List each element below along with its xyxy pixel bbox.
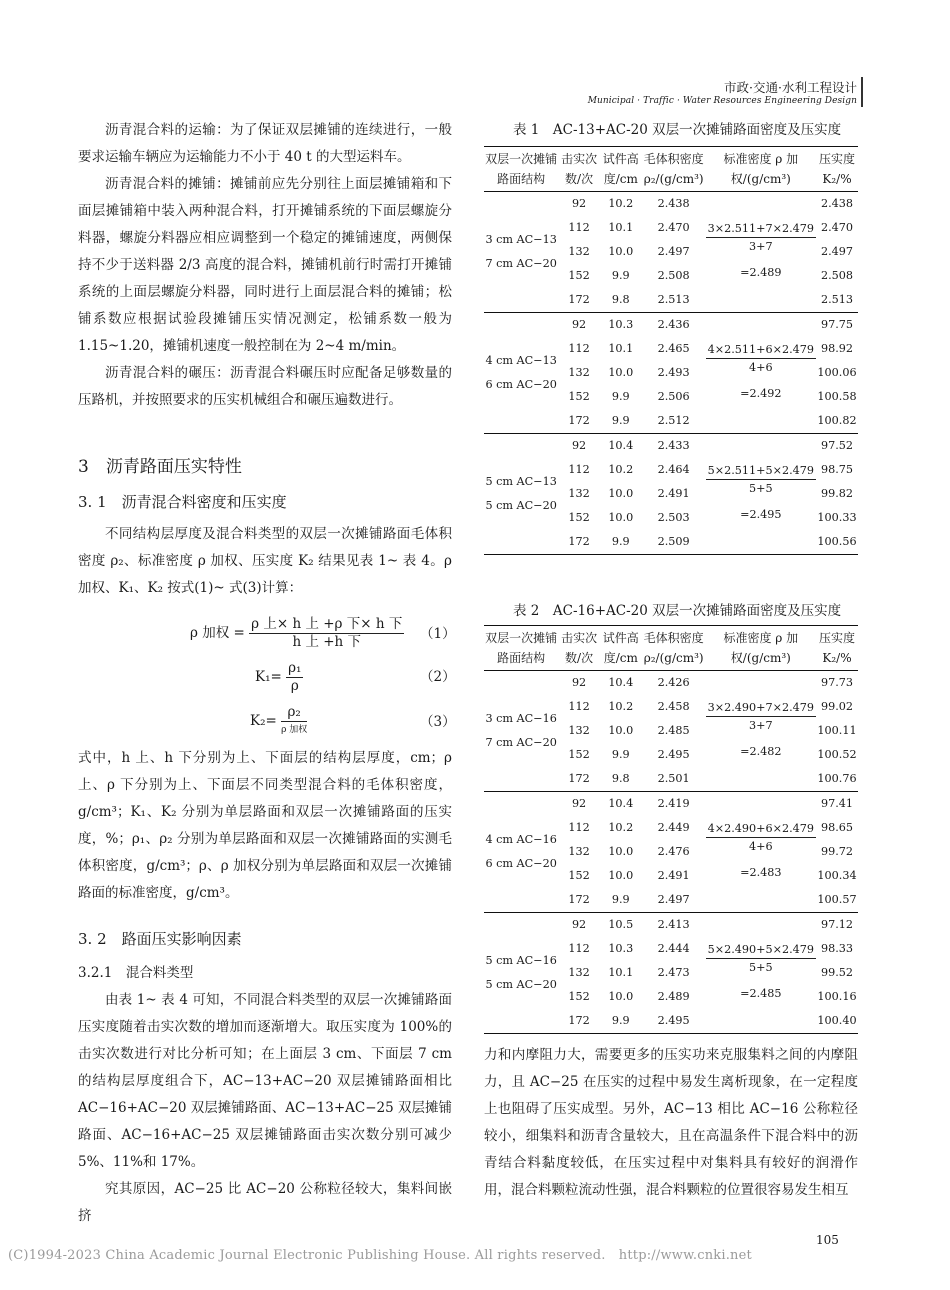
structure-upper: 5 cm AC−16 xyxy=(485,954,557,967)
compaction-cell: 2.497 xyxy=(820,245,854,258)
equation-3-number: （3） xyxy=(420,714,456,730)
blows-cell: 132 xyxy=(568,366,590,379)
table-group xyxy=(484,434,858,555)
equation-2 xyxy=(255,660,303,695)
table-2-grid xyxy=(484,625,858,1034)
table-2-header-blows: 击实次数/次 xyxy=(561,631,598,665)
page-number: 105 xyxy=(816,1233,839,1247)
compaction-cell: 100.58 xyxy=(817,390,857,403)
equation-1-lhs: ρ 加权 = xyxy=(190,625,245,641)
blows-cell: 132 xyxy=(568,845,590,858)
structure-upper: 5 cm AC−13 xyxy=(485,475,557,488)
paragraph-variable-definitions: 式中，h 上、h 下分别为上、下面层的结构层厚度，cm；ρ 上、ρ 下分别为上、下面层不同类型混合料的毛体积密度，g/cm³；K₁、K₂ 分别为单层路面和双层一次摊铺路面的压实度，%；ρ₁、ρ₂ 分别为单层路面和双层一次摊铺路面的实测毛体积密度，g/cm³；ρ、ρ 加权分别为单层路面和双层一次摊铺路面的标准密度，g/cm³。 xyxy=(78,750,452,901)
compaction-cell: 100.52 xyxy=(817,748,857,761)
journal-title-en: Municipal · Traffic · Water Resources Engineering Design xyxy=(587,96,857,106)
height-cell: 10.0 xyxy=(608,245,634,258)
blows-cell: 172 xyxy=(568,293,590,306)
blows-cell: 172 xyxy=(568,893,590,906)
blows-cell: 92 xyxy=(571,676,587,689)
weighted-density-numerator: 4×2.511+6×2.479 xyxy=(706,341,816,359)
standard-density-cell xyxy=(706,192,816,313)
structure-upper: 4 cm AC−16 xyxy=(485,833,557,846)
compaction-cell: 100.57 xyxy=(817,893,857,906)
compaction-cell: 100.11 xyxy=(817,724,857,737)
standard-density-cell xyxy=(706,313,816,434)
height-cell: 10.2 xyxy=(608,197,634,210)
height-cell: 10.4 xyxy=(608,797,634,810)
compaction-cell: 99.82 xyxy=(820,487,854,500)
height-cell: 9.9 xyxy=(611,390,630,403)
weighted-density-result: =2.483 xyxy=(740,865,782,879)
weighted-density-denominator: 3+7 xyxy=(748,718,773,732)
table-group xyxy=(484,313,858,434)
compaction-cell: 100.40 xyxy=(817,1014,857,1027)
height-cell: 10.5 xyxy=(608,918,634,931)
blows-cell: 132 xyxy=(568,487,590,500)
blows-cell: 172 xyxy=(568,1014,590,1027)
height-cell: 9.9 xyxy=(611,414,630,427)
structure-lower: 6 cm AC−20 xyxy=(485,378,557,391)
table-2-header-height: 试件高度/cm xyxy=(602,631,639,665)
height-cell: 9.8 xyxy=(611,772,630,785)
compaction-cell: 2.513 xyxy=(820,293,854,306)
section-3-2-1-heading: 3.2.1 混合料类型 xyxy=(78,965,194,981)
structure-upper: 4 cm AC−13 xyxy=(485,354,557,367)
equation-1-number: （1） xyxy=(420,626,456,642)
weighted-density-result: =2.489 xyxy=(740,265,782,279)
table-1-header-height: 试件高度/cm xyxy=(602,152,639,186)
bulk-density-cell: 2.501 xyxy=(657,772,690,785)
bulk-density-cell: 2.413 xyxy=(657,918,690,931)
compaction-cell: 100.34 xyxy=(817,869,857,882)
bulk-density-cell: 2.438 xyxy=(657,197,690,210)
table-1-grid xyxy=(484,146,858,555)
weighted-density-numerator: 5×2.511+5×2.479 xyxy=(706,462,816,480)
weighted-density-denominator: 3+7 xyxy=(748,239,773,253)
structure-lower: 5 cm AC−20 xyxy=(485,978,557,991)
height-cell: 10.0 xyxy=(608,869,634,882)
equation-2-numerator: ρ₁ xyxy=(288,660,302,676)
compaction-cell: 98.92 xyxy=(820,342,854,355)
equation-3-numerator: ρ₂ xyxy=(281,704,307,722)
height-cell: 9.9 xyxy=(611,269,630,282)
table-row xyxy=(484,434,858,459)
bulk-density-cell: 2.464 xyxy=(657,463,690,476)
section-3-heading: 3 沥青路面压实特性 xyxy=(78,457,242,477)
bulk-density-cell: 2.419 xyxy=(657,797,690,810)
height-cell: 10.4 xyxy=(608,676,634,689)
bulk-density-cell: 2.436 xyxy=(657,318,690,331)
structure-lower: 6 cm AC−20 xyxy=(485,857,557,870)
paragraph-mixture-type: 由表 1~ 表 4 可知，不同混合料类型的双层一次摊铺路面压实度随着击实次数的增加而逐渐增大。取压实度为 100%的击实次数进行对比分析可知；在上面层 3 cm、下面层 7 cm 的结构层厚度组合下，AC−13+AC−20 双层摊铺路面相比 AC−16+AC−20 双层摊铺路面、AC−13+AC−25 双层摊铺路面、AC−16+AC−25 双层摊铺路面击实次数分别可减少 5%、11%和 17%。 xyxy=(78,992,452,1170)
bulk-density-cell: 2.506 xyxy=(657,390,690,403)
equation-2-denominator: ρ xyxy=(290,678,299,694)
height-cell: 10.2 xyxy=(608,821,634,834)
equation-2-number: （2） xyxy=(420,669,456,685)
height-cell: 10.2 xyxy=(608,463,634,476)
blows-cell: 152 xyxy=(568,869,590,882)
compaction-cell: 99.52 xyxy=(820,966,854,979)
standard-density-cell xyxy=(706,792,816,913)
copyright-footer: (C)1994-2023 China Academic Journal Electronic Publishing House. All rights reserved. http://www.cnki.net xyxy=(8,1248,752,1263)
structure-cell xyxy=(484,792,558,913)
weighted-density-numerator: 3×2.490+7×2.479 xyxy=(706,699,816,717)
table-group xyxy=(484,192,858,313)
structure-upper: 3 cm AC−16 xyxy=(485,712,557,725)
weighted-density-denominator: 4+6 xyxy=(748,360,773,374)
compaction-cell: 100.33 xyxy=(817,511,857,524)
table-row xyxy=(484,313,858,338)
bulk-density-cell: 2.508 xyxy=(657,269,690,282)
blows-cell: 152 xyxy=(568,511,590,524)
table-2-header-standard-density: 标准密度 ρ 加权/(g/cm³) xyxy=(723,631,799,665)
bulk-density-cell: 2.497 xyxy=(657,893,690,906)
table-1-header-structure: 双层一次摊铺路面结构 xyxy=(485,152,558,186)
weighted-density-denominator: 4+6 xyxy=(748,839,773,853)
compaction-cell: 100.76 xyxy=(817,772,857,785)
bulk-density-cell: 2.476 xyxy=(657,845,690,858)
table-1-header-bulk-density: 毛体积密度 ρ₂/(g/cm³) xyxy=(643,152,704,186)
weighted-density-numerator: 3×2.511+7×2.479 xyxy=(706,220,816,238)
bulk-density-cell: 2.503 xyxy=(657,511,690,524)
structure-cell xyxy=(484,913,558,1034)
height-cell: 10.4 xyxy=(608,439,634,452)
blows-cell: 112 xyxy=(568,342,590,355)
bulk-density-cell: 2.444 xyxy=(657,942,690,955)
bulk-density-cell: 2.426 xyxy=(657,676,690,689)
compaction-cell: 100.56 xyxy=(817,535,857,548)
paragraph-transport: 沥青混合料的运输：为了保证双层摊铺的连续进行，一般要求运输车辆应为运输能力不小于 40 t 的大型运料车。 xyxy=(78,122,452,165)
bulk-density-cell: 2.470 xyxy=(657,221,690,234)
bulk-density-cell: 2.465 xyxy=(657,342,690,355)
height-cell: 9.9 xyxy=(611,748,630,761)
blows-cell: 152 xyxy=(568,269,590,282)
weighted-density-denominator: 5+5 xyxy=(748,481,773,495)
structure-upper: 3 cm AC−13 xyxy=(485,233,557,246)
table-2 xyxy=(484,625,858,1034)
compaction-cell: 100.16 xyxy=(817,990,857,1003)
equation-1-denominator: h 上 +h 下 xyxy=(292,634,362,650)
equation-1-numerator: ρ 上× h 上 +ρ 下× h 下 xyxy=(251,616,403,632)
bulk-density-cell: 2.485 xyxy=(657,724,690,737)
blows-cell: 112 xyxy=(568,821,590,834)
table-row xyxy=(484,192,858,217)
blows-cell: 132 xyxy=(568,724,590,737)
blows-cell: 172 xyxy=(568,772,590,785)
table-group xyxy=(484,671,858,792)
blows-cell: 152 xyxy=(568,990,590,1003)
blows-cell: 112 xyxy=(568,463,590,476)
weighted-density-result: =2.482 xyxy=(740,744,782,758)
height-cell: 10.0 xyxy=(608,487,634,500)
equation-3 xyxy=(250,704,307,739)
height-cell: 10.0 xyxy=(608,845,634,858)
blows-cell: 92 xyxy=(571,797,587,810)
table-2-header-compaction: 压实度 K₂/% xyxy=(819,631,856,665)
table-group xyxy=(484,913,858,1034)
table-1-caption: 表 1 AC-13+AC-20 双层一次摊铺路面密度及压实度 xyxy=(513,122,842,138)
equation-3-denominator: ρ 加权 xyxy=(281,725,308,735)
compaction-cell: 100.82 xyxy=(817,414,857,427)
blows-cell: 132 xyxy=(568,245,590,258)
paragraph-reason-start: 究其原因，AC−25 比 AC−20 公称粒径较大，集料间嵌挤 xyxy=(78,1181,452,1224)
structure-cell xyxy=(484,434,558,555)
standard-density-cell xyxy=(706,913,816,1034)
table-1-header-standard-density: 标准密度 ρ 加权/(g/cm³) xyxy=(723,152,799,186)
weighted-density-result: =2.495 xyxy=(740,507,782,521)
bulk-density-cell: 2.449 xyxy=(657,821,690,834)
blows-cell: 92 xyxy=(571,918,587,931)
section-3-1-heading: 3. 1 沥青混合料密度和压实度 xyxy=(78,493,287,511)
structure-lower: 7 cm AC−20 xyxy=(485,257,557,270)
table-group xyxy=(484,792,858,913)
table-1-header-compaction: 压实度 K₂/% xyxy=(819,152,856,186)
blows-cell: 112 xyxy=(568,221,590,234)
table-2-caption: 表 2 AC-16+AC-20 双层一次摊铺路面密度及压实度 xyxy=(513,603,842,619)
blows-cell: 112 xyxy=(568,700,590,713)
blows-cell: 172 xyxy=(568,414,590,427)
equation-1 xyxy=(190,616,404,651)
compaction-cell: 97.73 xyxy=(820,676,854,689)
table-row xyxy=(484,913,858,938)
bulk-density-cell: 2.495 xyxy=(657,748,690,761)
structure-cell xyxy=(484,192,558,313)
paragraph-density-intro: 不同结构层厚度及混合料类型的双层一次摊铺路面毛体积密度 ρ₂、标准密度 ρ 加权、压实度 K₂ 结果见表 1~ 表 4。ρ 加权、K₁、K₂ 按式(1)~ 式(3)计算： xyxy=(78,526,452,596)
height-cell: 9.9 xyxy=(611,893,630,906)
blows-cell: 152 xyxy=(568,390,590,403)
blows-cell: 92 xyxy=(571,439,587,452)
structure-lower: 7 cm AC−20 xyxy=(485,736,557,749)
table-2-header-structure: 双层一次摊铺路面结构 xyxy=(485,631,558,665)
bulk-density-cell: 2.491 xyxy=(657,487,690,500)
bulk-density-cell: 2.489 xyxy=(657,990,690,1003)
bulk-density-cell: 2.513 xyxy=(657,293,690,306)
compaction-cell: 98.33 xyxy=(820,942,854,955)
bulk-density-cell: 2.433 xyxy=(657,439,690,452)
blows-cell: 92 xyxy=(571,318,587,331)
weighted-density-numerator: 4×2.490+6×2.479 xyxy=(706,820,816,838)
height-cell: 10.3 xyxy=(608,942,634,955)
table-row xyxy=(484,671,858,696)
equation-2-lhs: K₁= xyxy=(255,669,282,685)
compaction-cell: 98.65 xyxy=(820,821,854,834)
height-cell: 9.8 xyxy=(611,293,630,306)
paragraph-reason-continued: 力和内摩阻力大，需要更多的压实功来克服集料之间的内摩阻力，且 AC−25 在压实的过程中易发生离析现象，在一定程度上也阻碍了压实成型。另外，AC−13 相比 AC−16 公称粒径较小，细集料和沥青含量较大，且在高温条件下混合料中的沥青结合料黏度较低，在压实过程中对集料具有较好的润滑作用，混合料颗粒流动性强，混合料颗粒的位置很容易发生相互 xyxy=(484,1047,858,1198)
height-cell: 9.9 xyxy=(611,535,630,548)
weighted-density-result: =2.492 xyxy=(740,386,782,400)
compaction-cell: 2.438 xyxy=(820,197,854,210)
bulk-density-cell: 2.473 xyxy=(657,966,690,979)
structure-lower: 5 cm AC−20 xyxy=(485,499,557,512)
height-cell: 9.9 xyxy=(611,1014,630,1027)
bulk-density-cell: 2.497 xyxy=(657,245,690,258)
section-3-2-heading: 3. 2 路面压实影响因素 xyxy=(78,930,242,948)
weighted-density-denominator: 5+5 xyxy=(748,960,773,974)
height-cell: 10.1 xyxy=(608,221,634,234)
paragraph-rolling: 沥青混合料的碾压：沥青混合料碾压时应配备足够数量的压路机，并按照要求的压实机械组合和碾压遍数进行。 xyxy=(78,365,452,408)
journal-title-cn: 市政·交通·水利工程设计 xyxy=(724,80,857,95)
height-cell: 10.3 xyxy=(608,318,634,331)
table-row xyxy=(484,792,858,817)
blows-cell: 112 xyxy=(568,942,590,955)
height-cell: 10.0 xyxy=(608,366,634,379)
table-1 xyxy=(484,146,858,555)
height-cell: 10.0 xyxy=(608,511,634,524)
compaction-cell: 97.52 xyxy=(820,439,854,452)
structure-cell xyxy=(484,313,558,434)
compaction-cell: 98.75 xyxy=(820,463,854,476)
bulk-density-cell: 2.458 xyxy=(657,700,690,713)
standard-density-cell xyxy=(706,671,816,792)
bulk-density-cell: 2.491 xyxy=(657,869,690,882)
height-cell: 10.0 xyxy=(608,724,634,737)
compaction-cell: 2.470 xyxy=(820,221,854,234)
height-cell: 10.1 xyxy=(608,342,634,355)
left-column-variables xyxy=(78,745,452,907)
left-column-bottom xyxy=(78,987,452,1230)
compaction-cell: 99.72 xyxy=(820,845,854,858)
left-column-density xyxy=(78,521,452,602)
compaction-cell: 97.12 xyxy=(820,918,854,931)
weighted-density-result: =2.485 xyxy=(740,986,782,1000)
bulk-density-cell: 2.509 xyxy=(657,535,690,548)
bulk-density-cell: 2.495 xyxy=(657,1014,690,1027)
height-cell: 10.0 xyxy=(608,990,634,1003)
right-column-bottom xyxy=(484,1042,858,1204)
table-2-header-bulk-density: 毛体积密度 ρ₂/(g/cm³) xyxy=(643,631,704,665)
structure-cell xyxy=(484,671,558,792)
blows-cell: 132 xyxy=(568,966,590,979)
left-column-top xyxy=(78,117,452,414)
height-cell: 10.2 xyxy=(608,700,634,713)
header-divider xyxy=(861,77,863,107)
bulk-density-cell: 2.512 xyxy=(657,414,690,427)
compaction-cell: 97.41 xyxy=(820,797,854,810)
compaction-cell: 100.06 xyxy=(817,366,857,379)
table-1-header-blows: 击实次数/次 xyxy=(561,152,598,186)
height-cell: 10.1 xyxy=(608,966,634,979)
standard-density-cell xyxy=(706,434,816,555)
compaction-cell: 2.508 xyxy=(820,269,854,282)
paragraph-paving: 沥青混合料的摊铺：摊铺前应先分别往上面层摊铺箱和下面层摊铺箱中装入两种混合料，打开摊铺系统的下面层螺旋分料器，螺旋分料器应相应调整到一个稳定的摊铺速度，两侧保持不少于送料器 2/3 高度的混合料，摊铺机前行时需打开摊铺系统的上面层螺旋分料器，同时进行上面层混合料的摊铺；松铺系数应根据试验段摊铺压实情况测定，松铺系数一般为 1.15~1.20，摊铺机速度一般控制在为 2~4 m/min。 xyxy=(78,176,452,354)
blows-cell: 152 xyxy=(568,748,590,761)
weighted-density-numerator: 5×2.490+5×2.479 xyxy=(706,941,816,959)
blows-cell: 92 xyxy=(571,197,587,210)
bulk-density-cell: 2.493 xyxy=(657,366,690,379)
compaction-cell: 97.75 xyxy=(820,318,854,331)
equation-3-lhs: K₂= xyxy=(250,713,277,729)
compaction-cell: 99.02 xyxy=(820,700,854,713)
blows-cell: 172 xyxy=(568,535,590,548)
